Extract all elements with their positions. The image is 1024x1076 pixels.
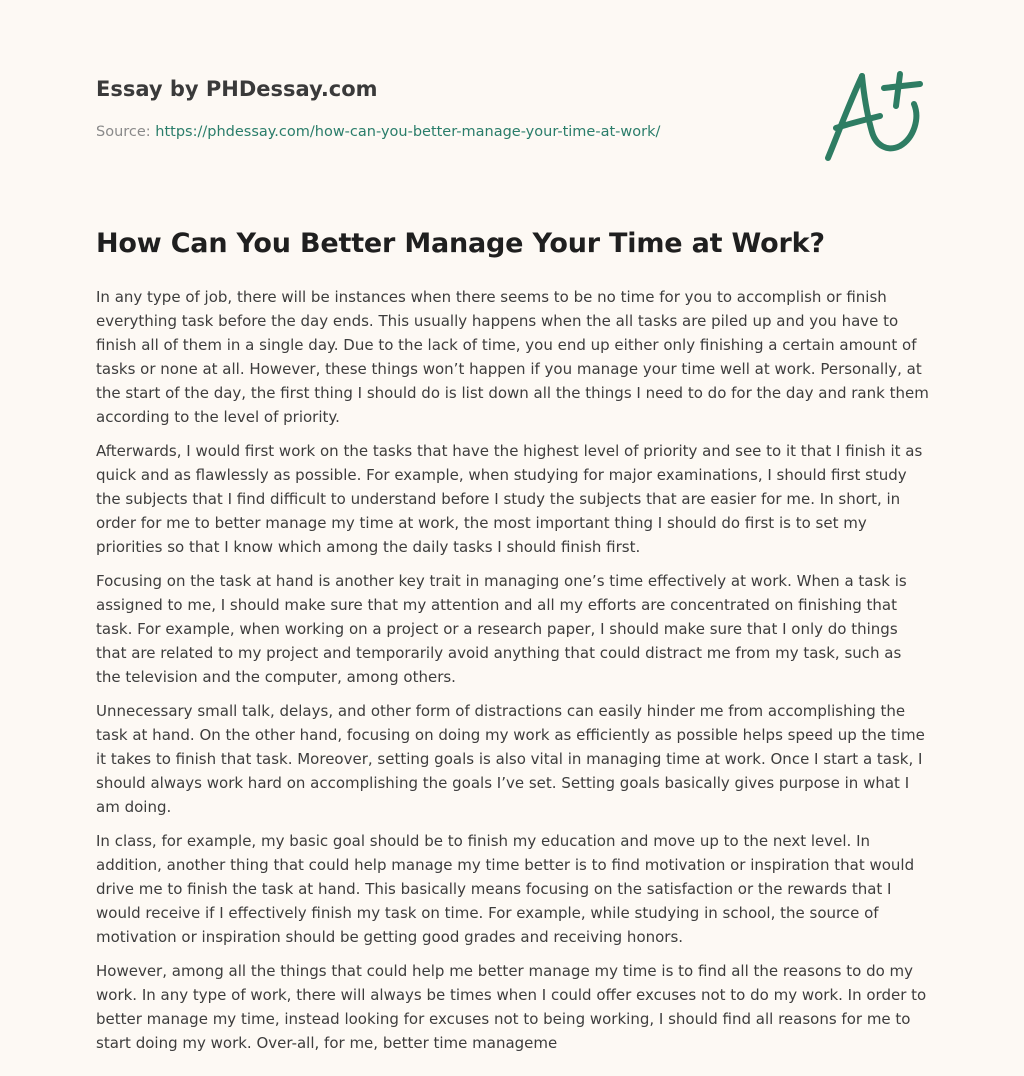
essay-paragraph: In any type of job, there will be instances when there seems to be no time for you to accomplish or finish everything task before the day ends. This usually happens when the all tasks are piled up and you have to finish all of them in a single day. Due to the lack of time, you end up either only finishing a certain amount of tasks or none at all. However, these things won’t happen if you manage your time well at work. Personally, at the start of the day, the first thing I should do is list down all the things I need to do for the day and rank them according to the level of priority. — [96, 288, 929, 426]
site-brand: Essay by PHDessay.com — [96, 77, 378, 101]
essay-paragraph: However, among all the things that could help me better manage my time is to find all the reasons to do my work. In any type of work, there will always be times when I could offer excuses not to do my work. In order to better manage my time, instead looking for excuses not to being working, I should find all reasons for me to start doing my work. Over-all, for me, better time manageme — [96, 962, 927, 1052]
essay-paragraph: Unnecessary small talk, delays, and other form of distractions can easily hinder me from accomplishing the task at hand. On the other hand, focusing on doing my work as efficiently as possible helps speed up the time it takes to finish that task. Moreover, setting goals is also vital in managing time at work. Once I start a task, I should always work hard on accomplishing the goals I’ve set. Setting goals basically gives purpose in what I am doing. — [96, 702, 925, 816]
essay-body — [96, 285, 930, 1065]
a-plus-logo-icon — [818, 66, 930, 166]
essay-paragraph: In class, for example, my basic goal should be to finish my education and move up to the next level. In addition, another thing that could help manage my time better is to find motivation or inspiration that would drive me to finish the task at hand. This basically means focusing on the satisfaction or the rewards that I would receive if I effectively finish my task on time. For example, while studying in school, the source of motivation or inspiration should be getting good grades and receiving honors. — [96, 832, 915, 946]
essay-paragraph: Afterwards, I would first work on the tasks that have the highest level of priority and see to it that I finish it as quick and as flawlessly as possible. For example, when studying for major examinations, I should first study the subjects that I find difficult to understand before I study the subjects that are easier for me. In short, in order for me to better manage my time at work, the most important thing I should do first is to set my priorities so that I know which among the daily tasks I should finish first. — [96, 442, 923, 556]
essay-paragraph: Focusing on the task at hand is another key trait in managing one’s time effectively at work. When a task is assigned to me, I should make sure that my attention and all my efforts are concentrated on finishing that task. For example, when working on a project or a research paper, I should make sure that I only do things that are related to my project and temporarily avoid anything that could distract me from my task, such as the television and the computer, among others. — [96, 572, 907, 686]
source-link[interactable]: https://phdessay.com/how-can-you-better-manage-your-time-at-work/ — [155, 124, 661, 140]
source-label: Source: — [96, 124, 151, 140]
source-line — [96, 124, 660, 140]
essay-title: How Can You Better Manage Your Time at Work? — [96, 228, 825, 259]
